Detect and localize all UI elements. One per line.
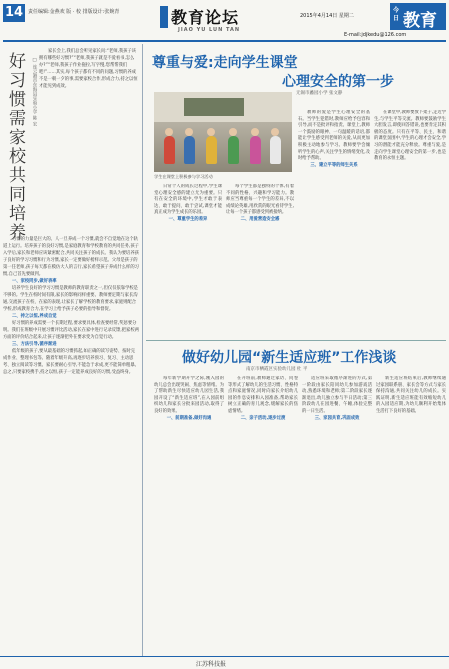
photo-student-head <box>185 128 193 136</box>
photo-student <box>250 136 261 164</box>
intro-paragraph: 家长会上,我们总会听见家长问:“老师,我孩子该拥有哪些好习惯?”“老师,我孩子就是不爱看书,怎么办?”“老师,我孩子作业拖拉,写字慢,您帮帮我们吧!”……其实,每个孩子都有不同的问题,习惯的养成不是一朝一夕的事,需要家校合作,形成合力,持之以恒才能见到成效。 <box>39 49 138 89</box>
article1-paragraph: 每个学生都是独特的个体,有着不同的性格、兴趣和学习能力。教师应当尊重每一个学生的差异,不以成绩论英雄,用欣赏的眼光看待学生,让每一个孩子都感受到被接纳。 <box>226 184 294 216</box>
article1-byline: 无锡市蠡园小学 张文静 <box>296 91 343 96</box>
photo-caption: 学生在课堂上积极参与学习活动 <box>154 174 213 179</box>
photo-teacher-head <box>271 128 279 136</box>
article1-title-line1: 尊重与爱:走向学生课堂 <box>152 55 298 71</box>
article2-column-3 <box>302 376 372 652</box>
page-header <box>0 0 449 44</box>
contact-email[interactable]: E-mail:jdjkedu@126.com <box>344 32 407 38</box>
article1-column-4 <box>374 110 446 338</box>
photo-teacher <box>270 136 281 164</box>
article1-title-line2: 心理安全的第一步 <box>282 74 394 90</box>
article2-subheading-2: 二、亲子活动,逐步过渡 <box>240 415 286 421</box>
article1-column-2 <box>226 184 294 338</box>
article1-paragraph: 在课堂中,教师要放下架子,走近学生,与学生平等交流。教师要鼓励学生大胆发言,即使回答错误,也要肯定其积极的态度。只有在平等、民主、和谐的课堂氛围中,学生的心理才会安全,学习的潜能才能充分释放。尊重与爱,是走向学生课堂心理安全的第一步,也是教育的永恒主题。 <box>374 110 446 162</box>
photo-student-head <box>165 128 173 136</box>
article2-column-4 <box>376 376 446 652</box>
article1-subheading-1: 一、尊重学生的差异 <box>168 216 208 222</box>
article2-column-2 <box>228 376 298 652</box>
column-divider <box>142 44 143 656</box>
article2-byline: 南京市栖霞区实验幼儿园 杜 平 <box>246 367 308 372</box>
page-number: 14 <box>4 5 24 20</box>
article1-column-1 <box>154 184 222 338</box>
left-article <box>3 44 139 654</box>
article2-subheading-3: 三、家园共育,巩固成效 <box>314 415 360 421</box>
section-title: 教育论坛 <box>171 8 240 27</box>
page-footer <box>0 656 449 669</box>
article2-subheading-1: 一、前期准备,做好沟通 <box>166 415 212 421</box>
body-paragraph: 培养学生良好的学习习惯是教师的教育职责之一,但仅仅依靠学校是不够的。学生在校时间有限,家长的影响同样重要。教师要定期与家长沟通,交流孩子在校、在家的表现,让家长了解学校的教育要求,家庭则配合学校,形成教育合力,在学习上给予孩子必要的指导和督促。 <box>3 286 138 312</box>
publisher-name: 江苏科技报 <box>196 661 227 668</box>
classroom-photo <box>154 92 292 172</box>
left-subheading-3: 三、方法引导,循序渐进 <box>12 342 57 347</box>
body-paragraph: 低年级的孩子,要从最基础的习惯抓起,如正确的读写姿势、按时完成作业、整理书包等。随着年级升高,再逐步培养预习、复习、主动思考、独立阅读等习惯。家长要耐心引导,不能急于求成,更不能简单粗暴。总之,只要家校携手,持之以恒,孩子一定能养成良好的习惯,受益终身。 <box>3 349 139 375</box>
left-article-title: 好习惯需家校共同培养 <box>5 52 25 242</box>
brand-big-text: 教育 <box>403 11 437 31</box>
article1-subheading-2: 二、用爱营造安全感 <box>240 216 280 222</box>
photo-student <box>164 136 175 164</box>
section-pinyin: JIAO YU LUN TAN <box>178 27 241 33</box>
brand-logo <box>390 3 446 30</box>
section-accent-bar <box>160 6 168 28</box>
photo-blackboard <box>184 98 244 116</box>
article1-paragraph: 日常个人的成长过程中,学生课堂心理安全感的建立尤为重要。只有在安全的环境中,学生才敢于表达、敢于提问、敢于尝试,课堂才能真正成为学生成长的乐园。 <box>154 184 222 216</box>
article2-paragraph: 新生适应班结束后,教师继续通过家园联系册、家长会等方式与家长保持沟通,共同关注幼儿的成长。实践证明,新生适应班能有效缩短幼儿的入园适应期,为幼儿顺利开始集体生活打下良好的基础。 <box>376 376 446 414</box>
photo-student-head <box>229 128 237 136</box>
article2-paragraph: 适应班采取循序渐进的方式,第一阶段由家长陪同幼儿参加游戏活动,熟悉环境和老师;第二阶段家长逐渐退出,幼儿独立参与半日活动;第三阶段幼儿在园进餐、午睡,体验完整的一日生活。 <box>302 376 372 414</box>
photo-student <box>228 136 239 164</box>
article2-paragraph: 在开班前,教师通过家访、问卷等形式了解幼儿的生活习惯、性格特点和家庭情况,同时向家长介绍幼儿园的作息安排和入园准备,帮助家长树立正确的育儿观念,缓解家长的焦虑情绪。 <box>228 376 298 414</box>
article1-subheading-3: 三、建立平等的师生关系 <box>310 162 358 168</box>
body-paragraph: 好习惯的养成需要一个长期过程,要求要具体,检查要经常,奖惩要分明。我们在班级中开展习惯评比活动,家长在家中进行记录反馈,把家校两方面的评价结合起来,让孩子逐渐把外在要求变为自觉行动。 <box>3 321 139 340</box>
photo-student <box>184 136 195 164</box>
body-paragraph: 习惯的力量是巨大的。人一旦养成一个习惯,就会不自觉地在这个轨道上运行。培养孩子的良好习惯,是家庭教育和学校教育的共同任务,孩子入学后,家长和老师应该紧密配合,共同关注孩子的成长。我认为要培养孩子良好的学习习惯和行为习惯,家长一定要做好榜样示范。父母是孩子的第一任老师,孩子每天都在模仿大人的言行,家长希望孩子养成什么样的习惯,自己首先要做到。 <box>3 237 139 277</box>
left-article-author: □ 连云港市东海县实验小学 陈 宏 <box>32 58 37 126</box>
article-separator <box>146 340 446 341</box>
article2-column-1 <box>154 376 224 652</box>
article2-title: 做好幼儿园“新生适应班”工作浅谈 <box>182 350 397 366</box>
article2-paragraph: 每年新学期开学之际,刚入园的幼儿总会出现哭闹、焦虑等情绪。为了帮助新生尽快适应幼儿园生活,我园开设了“新生适应班”,在入园前组织幼儿和家长分批来园活动,取得了良好的效果。 <box>154 376 224 414</box>
article1-paragraph: 教师的爱是学生心理安全的基石。当学生犯错时,教师应给予包容和引导,而不是批评和指责。课堂上,教师一个鼓励的眼神、一句温暖的话语,都能让学生感受到老师的关爱,从而更加积极主动地参与学习。教师要学会倾听学生的心声,关注学生的情绪变化,及时给予帮助。 <box>298 110 370 162</box>
brand-small-text: 今日 <box>393 7 400 22</box>
left-article-intro <box>39 48 139 233</box>
left-article-body <box>3 236 139 654</box>
article1-column-3 <box>298 110 370 338</box>
photo-student-head <box>207 128 215 136</box>
left-subheading-1: 一、家校同步,做好表率 <box>12 279 57 284</box>
photo-student-head <box>251 128 259 136</box>
issue-date: 2015年4月14日 星期二 <box>300 13 354 19</box>
left-subheading-2: 二、持之以恒,养成自觉 <box>12 314 57 319</box>
editor-line: 责任编辑:金燕欢 版 · 校 排版设计:张婉青 <box>28 9 120 15</box>
header-divider <box>3 40 446 42</box>
photo-student <box>206 136 217 164</box>
